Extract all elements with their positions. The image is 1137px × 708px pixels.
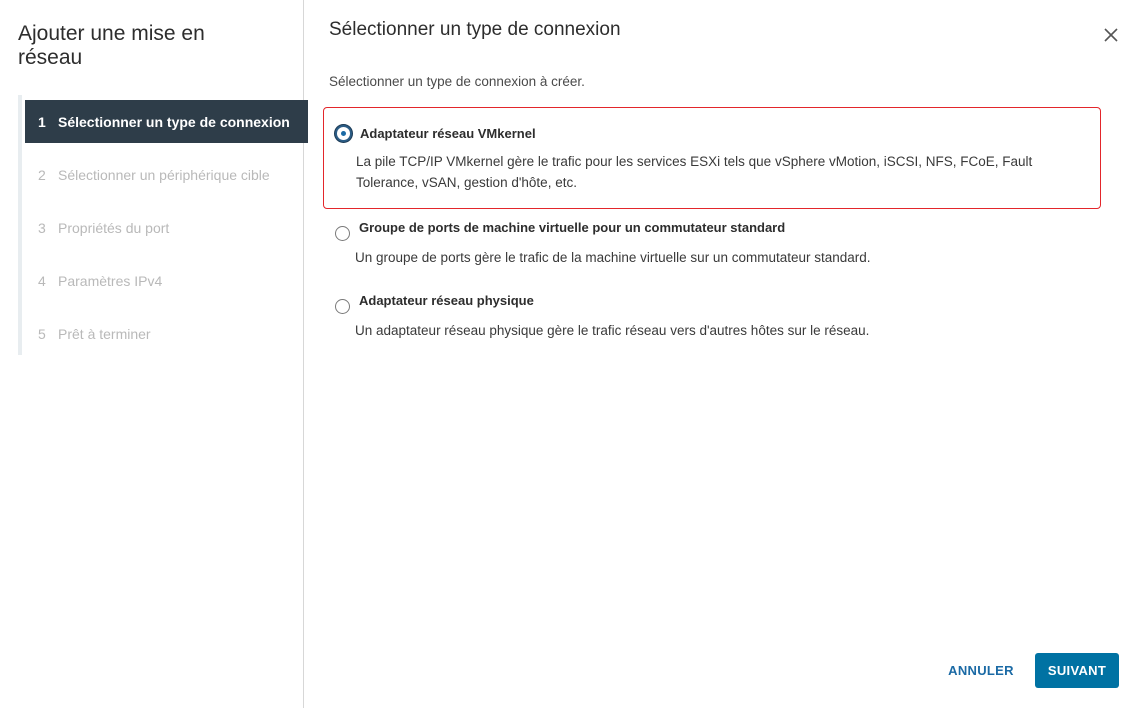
page-subtitle: Sélectionner un type de connexion à créer. — [329, 74, 585, 89]
step-number: 4 — [38, 272, 46, 289]
close-button[interactable] — [1100, 24, 1122, 46]
step-port-properties — [22, 206, 308, 249]
step-ipv4-settings — [22, 259, 308, 302]
radio-vm-port-group[interactable] — [335, 226, 350, 241]
radio-physical-adapter[interactable] — [335, 299, 350, 314]
radio-vmkernel-adapter[interactable] — [335, 125, 352, 142]
step-label: Sélectionner un périphérique cible — [58, 166, 270, 183]
step-number: 2 — [38, 166, 46, 183]
option-description: La pile TCP/IP VMkernel gère le trafic pour les services ESXi tels que vSphere vMotion, iSCSI, NFS, FCoE, Fault Tolerance, vSAN, gestion d'hôte, etc. — [356, 154, 1033, 190]
option-vm-port-group[interactable] — [323, 214, 1101, 274]
step-number: 3 — [38, 219, 46, 236]
option-physical-adapter[interactable] — [323, 287, 1101, 347]
step-label: Sélectionner un type de connexion — [58, 113, 290, 130]
wizard-nav — [0, 0, 304, 708]
close-icon — [1100, 24, 1122, 46]
step-label: Propriétés du port — [58, 219, 170, 236]
option-description: Un groupe de ports gère le trafic de la machine virtuelle sur un commutateur standard. — [355, 250, 871, 265]
next-button[interactable]: SUIVANT — [1035, 653, 1119, 688]
step-ready-to-complete — [22, 312, 308, 355]
step-select-connection-type[interactable] — [25, 100, 308, 143]
option-label: Groupe de ports de machine virtuelle pour un commutateur standard — [359, 220, 786, 235]
option-label: Adaptateur réseau physique — [359, 293, 534, 308]
wizard-title: Ajouter une mise en réseau — [18, 22, 205, 69]
step-select-target-device — [22, 153, 308, 196]
cancel-button[interactable]: ANNULER — [948, 663, 1014, 678]
step-number: 1 — [38, 113, 46, 130]
option-description: Un adaptateur réseau physique gère le trafic réseau vers d'autres hôtes sur le réseau. — [355, 323, 870, 338]
wizard-steps — [18, 95, 308, 355]
wizard-content — [305, 0, 1137, 708]
step-label: Paramètres IPv4 — [58, 272, 163, 289]
step-label: Prêt à terminer — [58, 325, 151, 342]
option-label: Adaptateur réseau VMkernel — [360, 126, 536, 141]
page-title: Sélectionner un type de connexion — [329, 19, 621, 40]
option-vmkernel-adapter[interactable] — [323, 107, 1101, 209]
step-number: 5 — [38, 325, 46, 342]
